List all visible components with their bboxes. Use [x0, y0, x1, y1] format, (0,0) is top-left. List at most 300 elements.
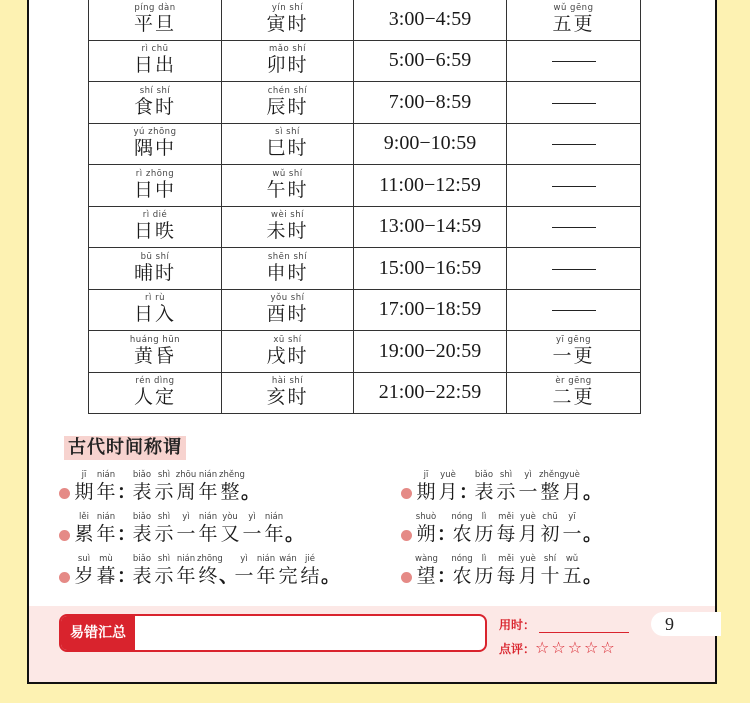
time-used-line[interactable]	[539, 632, 629, 633]
char-pinyin	[583, 554, 597, 564]
shichen-name-pinyin: yǒu shí	[270, 293, 305, 304]
term-char	[561, 512, 583, 546]
char-glyph: 一	[176, 523, 196, 545]
shichen-name-chars: 寅时	[266, 12, 309, 35]
night-watch-pinyin: wǔ gēng	[553, 2, 594, 13]
table-row	[89, 40, 641, 82]
period-name-pinyin: rì zhōng	[135, 168, 175, 179]
char-pinyin: yì	[524, 470, 532, 480]
char-pinyin	[241, 470, 255, 480]
char-pinyin: lì	[481, 554, 487, 564]
shichen-name	[266, 294, 308, 325]
term-char	[277, 554, 299, 588]
char-pinyin: yì	[248, 512, 256, 522]
char-pinyin: biǎo	[132, 512, 152, 522]
time-range: 7:00−8:59	[354, 82, 507, 124]
char-pinyin	[285, 512, 299, 522]
period-name-chars: 黄昏	[133, 344, 176, 367]
char-glyph: 五	[562, 565, 582, 587]
shichen-name-cell	[222, 289, 354, 331]
table-row	[89, 0, 641, 40]
table-row	[89, 372, 641, 414]
term-char	[197, 470, 219, 504]
time-range: 15:00−16:59	[354, 248, 507, 290]
shichen-name	[266, 211, 308, 242]
night-watch-cell	[507, 40, 641, 82]
term-char	[175, 512, 197, 546]
char-glyph: 整	[220, 481, 240, 503]
term-char	[131, 470, 153, 504]
shichen-name-pinyin: sì shí	[275, 127, 300, 138]
punctuation	[437, 554, 457, 588]
shichen-name-cell	[222, 206, 354, 248]
term-char	[473, 512, 495, 546]
char-glyph: 岁	[74, 565, 94, 587]
char-glyph: 月	[562, 481, 582, 503]
term-char	[517, 512, 539, 546]
char-glyph: 历	[474, 523, 494, 545]
night-watch-cell	[507, 82, 641, 124]
term-char	[175, 554, 197, 588]
term-char	[73, 512, 95, 546]
punctuation	[583, 554, 603, 588]
char-pinyin: jī	[81, 470, 87, 480]
char-glyph: ：	[437, 565, 457, 587]
workbook-page	[27, 0, 717, 684]
bullet-dot-icon	[401, 530, 412, 541]
char-glyph: 月	[518, 523, 538, 545]
char-glyph: 年	[264, 523, 284, 545]
night-watch-chars: 五更	[552, 12, 595, 35]
char-glyph: ：	[437, 523, 457, 545]
char-glyph: 完	[278, 565, 298, 587]
error-summary-box[interactable]	[59, 614, 487, 652]
period-name	[134, 128, 177, 159]
table-row	[89, 331, 641, 373]
char-pinyin: nóng	[451, 554, 473, 564]
shichen-name-chars: 酉时	[266, 303, 309, 326]
bullet-dot-icon	[401, 572, 412, 583]
footer-band	[29, 606, 715, 682]
term-char	[131, 554, 153, 588]
char-glyph: 表	[132, 565, 152, 587]
table-row	[89, 82, 641, 124]
char-pinyin	[321, 554, 335, 564]
period-name	[134, 45, 176, 76]
period-name-cell	[89, 372, 222, 414]
char-glyph: 整	[540, 481, 560, 503]
shichen-name	[266, 45, 308, 76]
char-glyph: 暮	[96, 565, 116, 587]
table-row	[89, 123, 641, 165]
char-pinyin: jī	[423, 470, 429, 480]
char-glyph: 表	[132, 481, 152, 503]
char-pinyin: yuè	[440, 470, 456, 480]
char-glyph: 终	[198, 565, 218, 587]
char-glyph: 。	[285, 523, 305, 545]
punctuation	[583, 470, 603, 504]
char-pinyin	[117, 470, 131, 480]
night-watch	[552, 336, 594, 367]
period-name-cell	[89, 40, 222, 82]
term-char	[561, 554, 583, 588]
char-glyph: 每	[496, 565, 516, 587]
term-char	[299, 554, 321, 588]
char-glyph: 年	[176, 565, 196, 587]
term-char	[437, 470, 459, 504]
char-pinyin	[583, 512, 597, 522]
shichen-name-chars: 卯时	[266, 54, 309, 77]
char-glyph: 年	[198, 523, 218, 545]
shichen-name-cell	[222, 248, 354, 290]
char-pinyin: shì	[157, 554, 171, 564]
char-glyph: 年	[256, 565, 276, 587]
term-char	[451, 554, 473, 588]
term-char	[153, 554, 175, 588]
term-char	[517, 470, 539, 504]
time-used-label: 用时：	[499, 618, 536, 632]
empty-dash	[552, 186, 596, 187]
term-char	[539, 512, 561, 546]
bullet-dot-icon	[59, 572, 70, 583]
term-char	[415, 512, 437, 546]
punctuation	[437, 512, 457, 546]
term-char	[153, 470, 175, 504]
time-range: 5:00−6:59	[354, 40, 507, 82]
char-pinyin: nián	[176, 554, 196, 564]
shichen-name-chars: 午时	[266, 178, 309, 201]
punctuation	[219, 554, 239, 588]
period-name-pinyin: yú zhōng	[133, 127, 177, 138]
bullet-dot-icon	[401, 488, 412, 499]
period-name-cell	[89, 289, 222, 331]
night-watch-chars: 一更	[552, 344, 595, 367]
punctuation	[321, 554, 341, 588]
char-glyph: 历	[474, 565, 494, 587]
char-pinyin: nián	[96, 512, 116, 522]
period-name	[130, 336, 180, 367]
error-summary-label: 易错汇总	[61, 616, 135, 650]
section-title: 古代时间称谓	[64, 436, 186, 460]
punctuation	[241, 470, 261, 504]
term-char	[95, 554, 117, 588]
empty-dash	[552, 103, 596, 104]
term-char	[451, 512, 473, 546]
shichen-name-chars: 申时	[266, 261, 309, 284]
char-glyph: 月	[438, 481, 458, 503]
char-glyph: 年	[198, 481, 218, 503]
char-pinyin: zhěng	[539, 470, 565, 480]
char-glyph: 周	[176, 481, 196, 503]
char-pinyin: wán	[279, 554, 297, 564]
table-row	[89, 248, 641, 290]
char-pinyin: biǎo	[132, 470, 152, 480]
term-char	[495, 512, 517, 546]
period-name	[134, 294, 176, 325]
shichen-name-pinyin: wèi shí	[271, 210, 304, 221]
shichen-name-cell	[222, 372, 354, 414]
period-name-chars: 隅中	[133, 137, 176, 160]
shichen-name-chars: 未时	[266, 220, 309, 243]
char-pinyin	[583, 470, 597, 480]
char-glyph: 月	[518, 565, 538, 587]
char-glyph: 。	[583, 481, 603, 503]
term-char	[473, 470, 495, 504]
period-name	[134, 87, 176, 118]
period-name-chars: 人定	[133, 386, 176, 409]
char-pinyin: shì	[157, 512, 171, 522]
shichen-name	[266, 170, 308, 201]
empty-dash	[552, 310, 596, 311]
char-glyph: 。	[321, 565, 341, 587]
punctuation	[117, 512, 137, 546]
shichen-name-chars: 巳时	[266, 137, 309, 160]
char-glyph: 农	[452, 565, 472, 587]
char-pinyin: shuò	[415, 512, 437, 522]
term-char	[255, 554, 277, 588]
char-pinyin: nián	[198, 512, 218, 522]
term-char	[517, 554, 539, 588]
term-char	[473, 554, 495, 588]
time-range: 9:00−10:59	[354, 123, 507, 165]
night-watch-cell	[507, 0, 641, 40]
period-name	[134, 170, 176, 201]
char-glyph: 望	[416, 565, 436, 587]
period-name-cell	[89, 0, 222, 40]
term-char	[95, 470, 117, 504]
table-row	[89, 289, 641, 331]
shichen-name-cell	[222, 331, 354, 373]
char-pinyin: lěi	[79, 512, 89, 522]
char-glyph: 一	[562, 523, 582, 545]
time-range: 3:00−4:59	[354, 0, 507, 40]
bullet-dot-icon	[59, 530, 70, 541]
rating	[499, 638, 617, 657]
char-pinyin: lì	[481, 512, 487, 522]
char-pinyin: zhōu	[175, 470, 197, 480]
char-glyph: ：	[117, 481, 137, 503]
term-char	[219, 470, 245, 504]
char-pinyin: nián	[264, 512, 284, 522]
shichen-name-cell	[222, 123, 354, 165]
term-char	[539, 470, 565, 504]
period-name-chars: 平旦	[133, 12, 176, 35]
period-name-pinyin: shí shí	[139, 85, 171, 96]
shichen-name-chars: 辰时	[266, 95, 309, 118]
shichen-name	[266, 336, 308, 367]
char-glyph: 初	[540, 523, 560, 545]
term-char	[73, 470, 95, 504]
char-glyph: 每	[496, 523, 516, 545]
shichen-name-chars: 戌时	[266, 344, 309, 367]
period-name-pinyin: huáng hūn	[129, 334, 181, 345]
night-watch-cell	[507, 165, 641, 207]
shichen-name-pinyin: yín shí	[271, 2, 304, 13]
char-pinyin: yuè	[520, 554, 536, 564]
char-glyph: ：	[117, 565, 137, 587]
night-watch-cell	[507, 372, 641, 414]
term-char	[131, 512, 153, 546]
char-pinyin: biǎo	[132, 554, 152, 564]
term-char	[233, 554, 255, 588]
time-range: 11:00−12:59	[354, 165, 507, 207]
time-range: 21:00−22:59	[354, 372, 507, 414]
char-pinyin: wàng	[415, 554, 438, 564]
period-name-pinyin: rì chū	[141, 44, 169, 55]
char-glyph: 。	[583, 523, 603, 545]
shichen-name	[266, 87, 308, 118]
term-char	[95, 512, 117, 546]
night-watch-pinyin: yī gēng	[555, 334, 591, 345]
char-glyph: 又	[220, 523, 240, 545]
period-name	[134, 253, 176, 284]
char-pinyin: mù	[99, 554, 113, 564]
char-pinyin: měi	[498, 512, 514, 522]
time-used	[499, 616, 629, 633]
punctuation	[117, 470, 137, 504]
night-watch-cell	[507, 206, 641, 248]
shichen-name-pinyin: xū shí	[273, 334, 302, 345]
char-glyph: ：	[117, 523, 137, 545]
char-pinyin: nián	[96, 470, 116, 480]
night-watch-pinyin: èr gēng	[555, 376, 592, 387]
night-watch-chars: 二更	[552, 386, 595, 409]
term-char	[495, 470, 517, 504]
char-glyph: 表	[474, 481, 494, 503]
period-name-cell	[89, 82, 222, 124]
period-name-pinyin: píng dàn	[134, 2, 176, 13]
term-char	[263, 512, 285, 546]
term-char	[197, 512, 219, 546]
char-pinyin: yuè	[564, 470, 580, 480]
table-row	[89, 165, 641, 207]
period-name-pinyin: bū shí	[140, 251, 170, 262]
period-name-cell	[89, 123, 222, 165]
term-char	[197, 554, 223, 588]
char-pinyin: shí	[543, 554, 557, 564]
char-glyph: 表	[132, 523, 152, 545]
rating-stars-icon[interactable]: ☆☆☆☆☆	[535, 638, 617, 657]
char-glyph: 一	[242, 523, 262, 545]
shichen-name-chars: 亥时	[266, 386, 309, 409]
char-pinyin	[459, 470, 473, 480]
char-glyph: 示	[154, 565, 174, 587]
char-glyph: 年	[96, 523, 116, 545]
empty-dash	[552, 269, 596, 270]
char-pinyin: měi	[498, 554, 514, 564]
char-pinyin: yuè	[520, 512, 536, 522]
shichen-name	[266, 253, 308, 284]
char-pinyin: biǎo	[474, 470, 494, 480]
term-char	[175, 470, 197, 504]
period-name-cell	[89, 206, 222, 248]
char-glyph: 年	[96, 481, 116, 503]
shichen-name-cell	[222, 0, 354, 40]
term-char	[153, 512, 175, 546]
char-pinyin: yì	[182, 512, 190, 522]
char-pinyin	[219, 554, 233, 564]
char-pinyin: nián	[198, 470, 218, 480]
char-glyph: 十	[540, 565, 560, 587]
char-pinyin: shì	[157, 470, 171, 480]
shichen-name-pinyin: mǎo shí	[268, 44, 307, 55]
term-char	[241, 512, 263, 546]
shichen-name-cell	[222, 165, 354, 207]
night-watch-cell	[507, 289, 641, 331]
shichen-name-pinyin: wǔ shí	[272, 168, 303, 179]
period-name-chars: 日出	[133, 54, 176, 77]
table-row	[89, 206, 641, 248]
shichen-name	[266, 4, 308, 35]
char-glyph: 朔	[416, 523, 436, 545]
char-pinyin: zhěng	[219, 470, 245, 480]
char-pinyin	[437, 554, 451, 564]
shichen-name-cell	[222, 82, 354, 124]
time-range: 19:00−20:59	[354, 331, 507, 373]
period-name-pinyin: rì rù	[145, 293, 165, 304]
char-pinyin: yòu	[222, 512, 238, 522]
char-pinyin: jié	[305, 554, 315, 564]
night-watch-cell	[507, 331, 641, 373]
night-watch-cell	[507, 248, 641, 290]
char-pinyin: suì	[77, 554, 91, 564]
time-range: 17:00−18:59	[354, 289, 507, 331]
char-glyph: 示	[154, 481, 174, 503]
empty-dash	[552, 61, 596, 62]
char-pinyin	[117, 554, 131, 564]
char-glyph: 结	[300, 565, 320, 587]
char-pinyin: wǔ	[565, 554, 579, 564]
period-name	[134, 4, 176, 35]
period-name-pinyin: rén dìng	[135, 376, 175, 387]
punctuation	[583, 512, 603, 546]
empty-dash	[552, 227, 596, 228]
char-pinyin: shì	[499, 470, 513, 480]
char-glyph: 、	[219, 565, 239, 587]
char-pinyin: chū	[542, 512, 558, 522]
char-pinyin: yī	[568, 512, 576, 522]
char-pinyin: nián	[256, 554, 276, 564]
char-pinyin	[117, 512, 131, 522]
period-name-cell	[89, 165, 222, 207]
night-watch-cell	[507, 123, 641, 165]
char-glyph: 一	[518, 481, 538, 503]
term-char	[73, 554, 95, 588]
empty-dash	[552, 144, 596, 145]
period-name-pinyin: rì dié	[142, 210, 168, 221]
shichen-name	[266, 128, 308, 159]
shichen-name-cell	[222, 40, 354, 82]
char-pinyin: yì	[240, 554, 248, 564]
char-glyph: 累	[74, 523, 94, 545]
char-pinyin: nóng	[451, 512, 473, 522]
period-name-chars: 日中	[133, 178, 176, 201]
term-char	[495, 554, 517, 588]
rating-label: 点评：	[499, 642, 536, 656]
punctuation	[117, 554, 137, 588]
term-char	[539, 554, 561, 588]
shichen-name-pinyin: shēn shí	[267, 251, 308, 262]
punctuation	[459, 470, 479, 504]
shichen-name-pinyin: chén shí	[267, 85, 308, 96]
term-char	[415, 470, 437, 504]
period-name	[134, 377, 176, 408]
period-name-chars: 晡时	[133, 261, 176, 284]
term-char	[415, 554, 437, 588]
shichen-name	[266, 377, 308, 408]
bullet-dot-icon	[59, 488, 70, 499]
char-glyph: 农	[452, 523, 472, 545]
